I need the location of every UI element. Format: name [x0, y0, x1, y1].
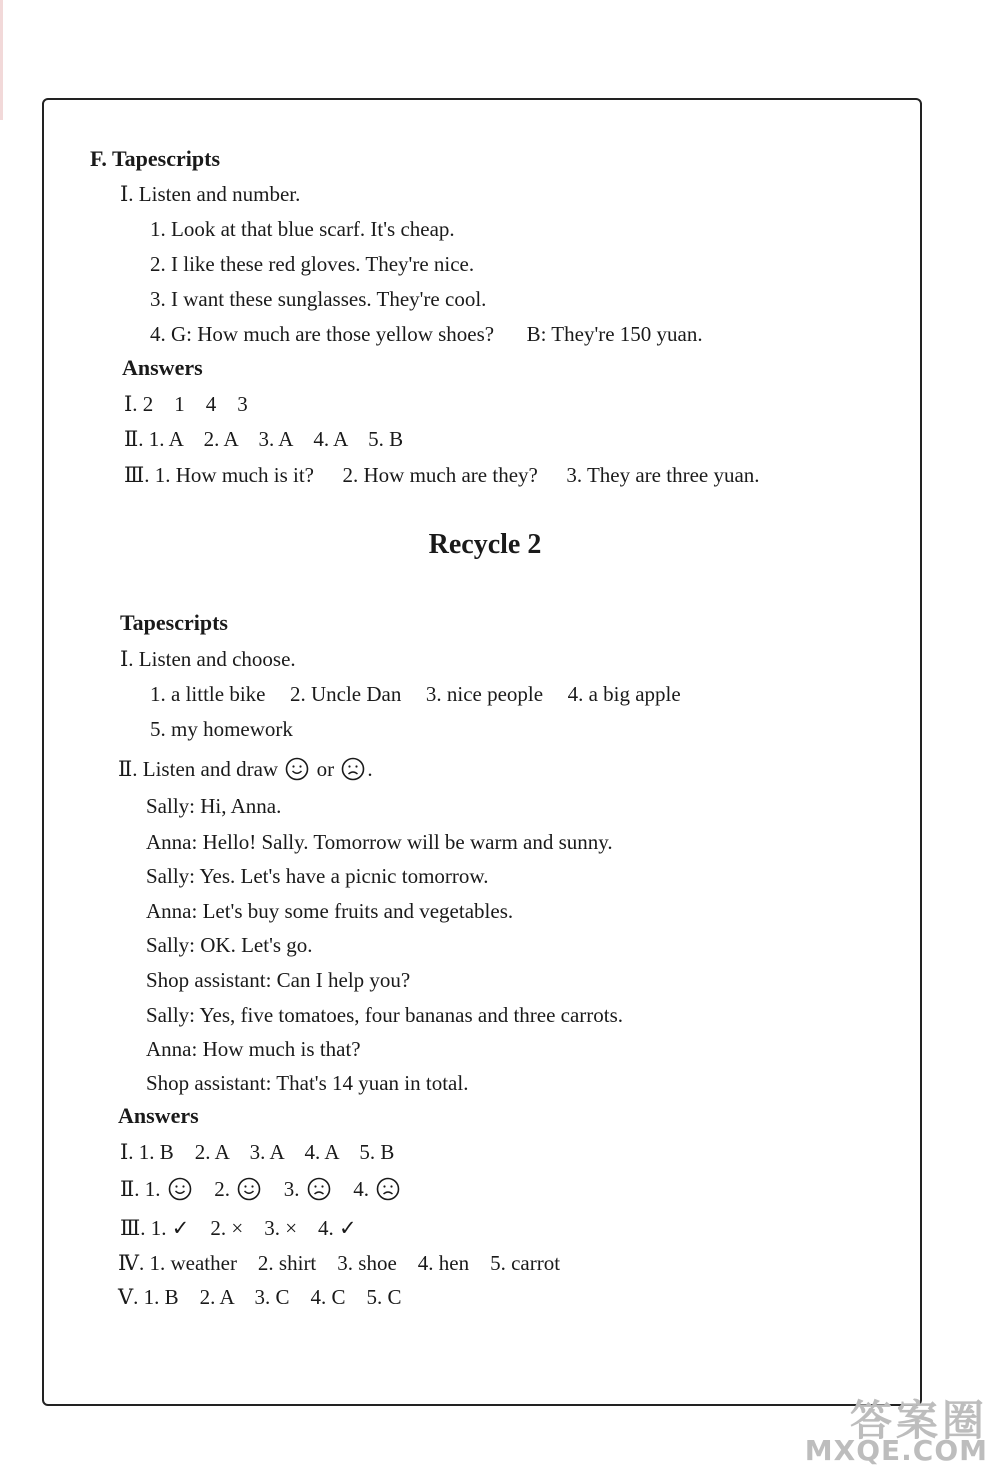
- section-f-answer-3c: 3. They are three yuan.: [566, 463, 760, 487]
- recycle-answer-2-n4: 4.: [353, 1177, 370, 1201]
- sad-face-icon: [341, 757, 365, 781]
- section-f-answer-1: Ⅰ. 2 1 4 3: [124, 392, 248, 416]
- section-f-item-1: 1. Look at that blue scarf. It's cheap.: [150, 217, 455, 241]
- section-f-item-4-answer: B: They're 150 yuan.: [526, 322, 703, 346]
- section-f-item-2: 2. I like these red gloves. They're nice.: [150, 252, 475, 276]
- dialogue-line: Anna: How much is that?: [146, 1037, 361, 1061]
- recycle-title: Recycle 2: [428, 529, 542, 560]
- sad-face-icon: [376, 1177, 400, 1201]
- section-f-answer-2: Ⅱ. 1. A 2. A 3. A 4. A 5. B: [124, 427, 404, 451]
- edge-mark: [0, 0, 3, 120]
- section-f-answer-3: [124, 462, 760, 488]
- section-f-item-4: [150, 321, 703, 347]
- recycle-part1-item-5: 5. my homework: [150, 717, 293, 741]
- recycle-part2-prefix: Ⅱ. Listen and draw: [118, 757, 279, 781]
- dialogue-line: Anna: Let's buy some fruits and vegetables.: [146, 899, 514, 923]
- happy-face-icon: [237, 1177, 261, 1201]
- recycle-answer-4: Ⅳ. 1. weather 2. shirt 3. shoe 4. hen 5. carrot: [118, 1251, 561, 1275]
- section-f-answers-heading: Answers: [122, 355, 203, 380]
- dialogue-line: Shop assistant: That's 14 yuan in total.: [146, 1071, 469, 1095]
- happy-face-icon: [168, 1177, 192, 1201]
- recycle-answer-2: [120, 1176, 402, 1202]
- recycle-part2-title: [118, 756, 373, 782]
- watermark-url: MXQE.COM: [804, 1434, 988, 1467]
- recycle-part1-item-4: 4. a big apple: [567, 682, 681, 706]
- dialogue-line: Sally: OK. Let's go.: [146, 933, 313, 957]
- dialogue-line: Sally: Yes, five tomatoes, four bananas and three carrots.: [146, 1003, 624, 1027]
- dialogue-line: Sally: Hi, Anna.: [146, 794, 282, 818]
- recycle-part1-item-2: 2. Uncle Dan: [289, 682, 402, 706]
- recycle-part2-end: .: [367, 757, 373, 781]
- dialogue-line: Anna: Hello! Sally. Tomorrow will be warm and sunny.: [146, 830, 613, 854]
- recycle-answer-1: Ⅰ. 1. B 2. A 3. A 4. A 5. B: [120, 1140, 395, 1164]
- section-f-part1-title: Ⅰ. Listen and number.: [120, 182, 301, 206]
- recycle-answer-2-n2: 2.: [214, 1177, 231, 1201]
- dialogue-line: Shop assistant: Can I help you?: [146, 968, 411, 992]
- recycle-answer-5: Ⅴ. 1. B 2. A 3. C 4. C 5. C: [118, 1285, 402, 1309]
- recycle-part1-items: [150, 681, 681, 707]
- recycle-part1-item-1: 1. a little bike: [150, 682, 266, 706]
- section-f-item-3: 3. I want these sunglasses. They're cool.: [150, 287, 487, 311]
- recycle-part2-or: or: [316, 757, 335, 781]
- happy-face-icon: [285, 757, 309, 781]
- recycle-answers-heading: Answers: [118, 1103, 199, 1128]
- recycle-answer-3: Ⅲ. 1. ✓ 2. × 3. × 4. ✓: [120, 1216, 357, 1240]
- watermark-logo-text: 答案圈: [849, 1396, 988, 1445]
- section-f-item-4-question: 4. G: How much are those yellow shoes?: [150, 322, 495, 346]
- section-f-answer-3a: Ⅲ. 1. How much is it?: [124, 463, 314, 487]
- recycle-part1-item-3: 3. nice people: [425, 682, 544, 706]
- recycle-answer-2-prefix: Ⅱ. 1.: [120, 1177, 161, 1201]
- recycle-part1-title: Ⅰ. Listen and choose.: [120, 647, 296, 671]
- recycle-tapescripts-heading: Tapescripts: [120, 610, 228, 635]
- section-f-answer-3b: 2. How much are they?: [342, 463, 538, 487]
- site-watermark: [804, 1388, 994, 1474]
- dialogue-line: Sally: Yes. Let's have a picnic tomorrow.: [146, 864, 489, 888]
- recycle-answer-2-n3: 3.: [283, 1177, 300, 1201]
- section-f-heading: F. Tapescripts: [90, 146, 221, 171]
- sad-face-icon: [307, 1177, 331, 1201]
